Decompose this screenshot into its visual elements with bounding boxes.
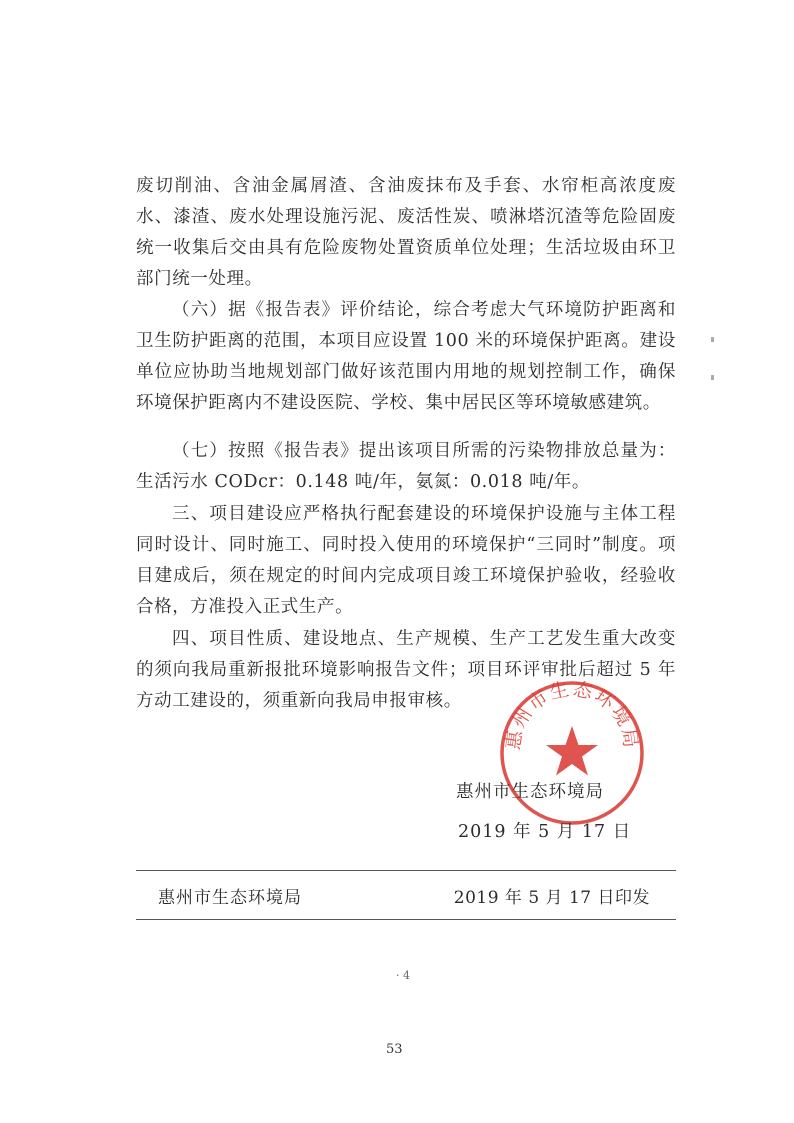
official-seal [497, 678, 647, 828]
outer-page-number: 53 [386, 1042, 403, 1057]
margin-mark [711, 375, 714, 380]
inner-page-number: · 4 [396, 969, 410, 982]
footer-org: 惠州市生态环境局 [158, 888, 302, 908]
seal-text: 惠州市生态环境局 [502, 678, 642, 752]
margin-mark [711, 337, 714, 342]
footer-issue-date: 2019 年 5 月 17 日印发 [453, 888, 650, 908]
footer-bottom-rule [136, 919, 676, 920]
paragraph-hazardous-waste: 废切削油、含油金属屑渣、含油废抹布及手套、水帘柜高浓度废水、漆渣、废水处理设施污泥、废活性炭、喷淋塔沉渣等危险固废统一收集后交由具有危险废物处置资质单位处理；生活垃圾由环卫部门统一处理。 [136, 176, 676, 289]
seal-star-icon [546, 726, 598, 776]
signature-org: 惠州市生态环境局 [456, 782, 604, 802]
paragraph-three-simultaneous: 三、项目建设应严格执行配套建设的环境保护设施与主体工程同时设计、同时施工、同时投入使用的环境保护“三同时”制度。项目建成后，须在规定的时间内完成项目竣工环境保护验收，经验收合格，方准投入正式生产。 [136, 504, 676, 617]
paragraph-emission-total: （七）按照《报告表》提出该项目所需的污染物排放总量为：生活污水 CODcr：0.148 吨/年，氨氮：0.018 吨/年。 [136, 441, 676, 492]
signature-date: 2019 年 5 月 17 日 [458, 822, 632, 842]
paragraph-major-change: 四、项目性质、建设地点、生产规模、生产工艺发生重大改变的须向我局重新报批环境影响报告文件；项目环评审批后超过 5 年方动工建设的，须重新向我局申报审核。 [136, 629, 676, 711]
footer-top-rule [136, 870, 676, 871]
paragraph-protection-distance: （六）据《报告表》评价结论，综合考虑大气环境防护距离和卫生防护距离的范围，本项目应设置 100 米的环境保护距离。建设单位应协助当地规划部门做好该范围内用地的规划控制工作，确保环境保护距离内不建设医院、学校、集中居民区等环境敏感建筑。 [136, 300, 676, 413]
